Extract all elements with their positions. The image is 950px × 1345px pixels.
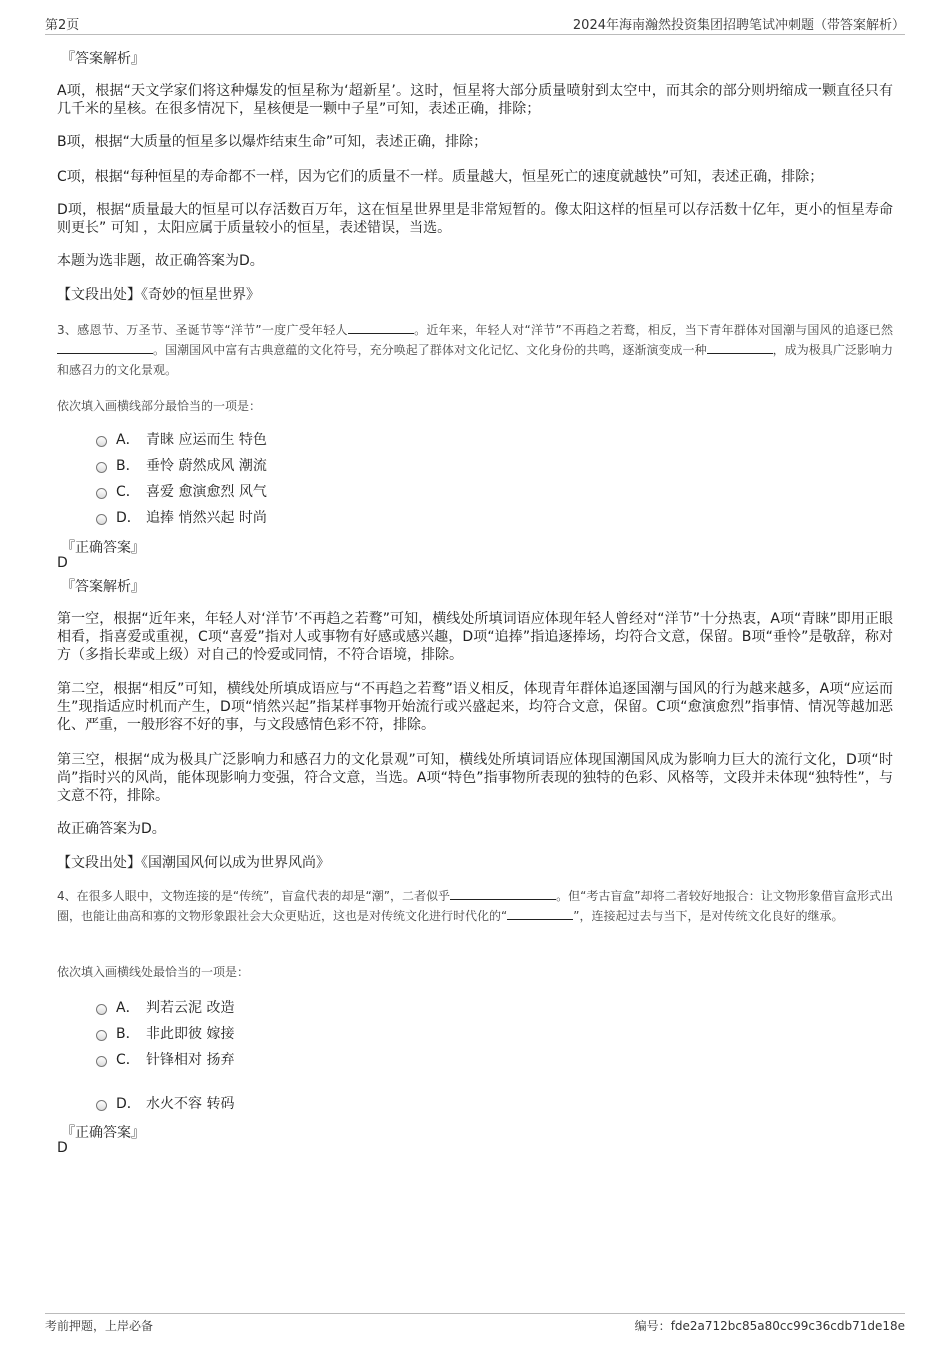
q4-option-b[interactable]: B． 非此即彼 嫁接 [96, 1023, 234, 1043]
blank-2 [507, 907, 573, 920]
q2-conclusion: 本题为选非题，故正确答案为D。 [57, 253, 264, 269]
radio-icon[interactable] [96, 462, 107, 473]
radio-icon[interactable] [96, 514, 107, 525]
q2-analysis-a: A项，根据“天文学家们将这种爆发的恒星称为‘超新星’。这时，恒星将大部分质量喷射到太空中，而其余的部分则坍缩成一颗直径只有几千米的星核。在很多情况下，星核便是一颗中子星”可知，表述正确，排除； [57, 83, 893, 117]
q4-correct-label: 『正确答案』 [61, 1125, 145, 1141]
page-header [45, 12, 905, 35]
page-footer [45, 1313, 905, 1336]
blank-3 [707, 341, 773, 354]
q3-option-a[interactable]: A． 青睐 应运而生 特色 [96, 429, 267, 449]
radio-icon[interactable] [96, 1056, 107, 1067]
q3-instruction: 依次填入画横线部分最恰当的一项是： [57, 399, 262, 413]
q3-source: 【文段出处】《国潮国风何以成为世界风尚》 [57, 855, 330, 871]
radio-icon[interactable] [96, 436, 107, 447]
radio-icon[interactable] [96, 1100, 107, 1111]
document-title: 2024年海南瀚然投资集团招聘笔试冲刺题（带答案解析） [572, 18, 905, 33]
q2-analysis-d: D项，根据“质量最大的恒星可以存活数百万年，这在恒星世界里是非常短暂的。像太阳这样的恒星可以存活数十亿年，更小的恒星寿命则更长” 可知 ，太阳应属于质量较小的恒星，表述错误，当选。 [57, 202, 893, 236]
q3-correct-label: 『正确答案』 [61, 540, 145, 556]
q3-analysis-1: 第一空，根据“近年来，年轻人对‘洋节’不再趋之若鹜”可知，横线处所填词语应体现年轻人曾经对“洋节”十分热衷，A项“青睐”即用正眼相看，指喜爱或重视，C项“喜爱”指对人或事物有好感或感兴趣，D项“追捧”指追逐捧场，均符合文意，保留。B项“垂怜”是敬辞，称对方（多指长辈或上级）对自己的怜爱或同情，不符合语境，排除。 [57, 611, 893, 663]
q4-option-c[interactable]: C． 针锋相对 扬弃 [96, 1049, 234, 1069]
radio-icon[interactable] [96, 488, 107, 499]
blank-1 [348, 321, 414, 334]
q3-analysis-2: 第二空，根据“相反”可知，横线处所填成语应与“不再趋之若鹜”语义相反，体现青年群体追逐国潮与国风的行为越来越多，A项“应运而生”现指适应时机而产生，D项“悄然兴起”指某样事物开始流行或兴盛起来，均符合文意，保留。C项“愈演愈烈”指事情、情况等越加恶化、严重，一般形容不好的事，与文段感情色彩不符，排除。 [57, 681, 893, 733]
q2-analysis-label: 『答案解析』 [61, 51, 145, 67]
q2-analysis-c: C项，根据“每种恒星的寿命都不一样，因为它们的质量不一样。质量越大，恒星死亡的速度就越快”可知，表述正确，排除； [57, 169, 824, 185]
q3-option-d[interactable]: D． 追捧 悄然兴起 时尚 [96, 507, 267, 527]
q3-analysis-label: 『答案解析』 [61, 579, 145, 595]
footer-slogan: 考前押题，上岸必备 [45, 1319, 154, 1333]
q3-analysis-3: 第三空，根据“成为极具广泛影响力和感召力的文化景观”可知，横线处所填词语应体现国潮国风成为影响力巨大的流行文化，D项“时尚”指时兴的风尚，能体现影响力变强，符合文意，当选。A项“特色”指事物所表现的独特的色彩、风格等，文段并未体现“独特性”，与文意不符，排除。 [57, 752, 893, 804]
document-code: 编号：fde2a712bc85a80cc99c36cdb71de18e [634, 1319, 905, 1333]
radio-icon[interactable] [96, 1004, 107, 1015]
q4-correct-answer: D [57, 1140, 68, 1156]
q3-option-c[interactable]: C． 喜爱 愈演愈烈 风气 [96, 481, 267, 501]
blank-2 [57, 341, 153, 354]
q4-instruction: 依次填入画横线处最恰当的一项是： [57, 965, 250, 979]
blank-1 [450, 887, 556, 900]
q2-analysis-b: B项，根据“大质量的恒星多以爆炸结束生命”可知，表述正确，排除； [57, 134, 488, 150]
q3-option-b[interactable]: B． 垂怜 蔚然成风 潮流 [96, 455, 267, 475]
q2-source: 【文段出处】《奇妙的恒星世界》 [57, 287, 260, 303]
radio-icon[interactable] [96, 1030, 107, 1041]
q4-stem: 4、在很多人眼中，文物连接的是“传统”，盲盒代表的却是“潮”，二者似乎 。但“考古盲盒”却将二者较好地报合：让文物形象借盲盒形式出圈，也能让曲高和寡的文物形象跟社会大众更贴近，这也是对传统文化进行时代化的“ ”，连接起过去与当下，是对传统文化良好的继承。 [57, 889, 893, 923]
q3-correct-answer: D [57, 555, 68, 571]
q4-option-a[interactable]: A． 判若云泥 改造 [96, 997, 234, 1017]
q3-conclusion: 故正确答案为D。 [57, 821, 166, 837]
q4-option-d[interactable]: D． 水火不容 转码 [96, 1093, 234, 1113]
q3-stem: 3、感恩节、万圣节、圣诞节等“洋节”一度广受年轻人 。近年来，年轻人对“洋节”不再趋之若鹜，相反，当下青年群体对国潮与国风的追逐已然。国潮国风中富有古典意蕴的文化符号，充分唤起了群体对文化记忆、文化身份的共鸣，逐渐演变成一种 ，成为极具广泛影响力和感召力的文化景观。 [57, 323, 893, 377]
page-number: 第2页 [45, 18, 80, 33]
